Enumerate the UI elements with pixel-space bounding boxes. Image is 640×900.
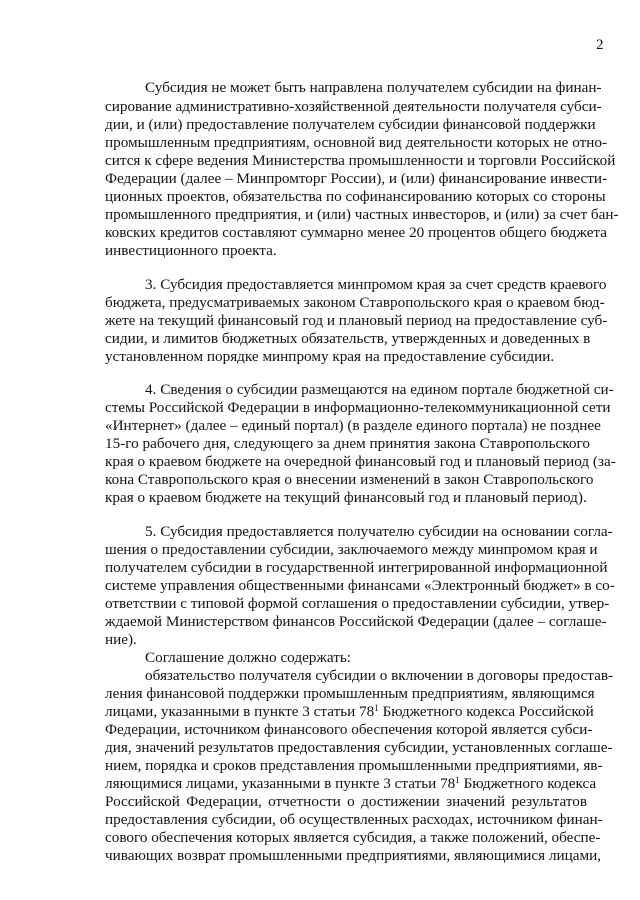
- text-line: предоставления субсидии, об осуществленных расходах, источником финан-: [105, 811, 603, 828]
- text-line: жете на текущий финансовый год и плановый период на предоставление суб-: [105, 312, 608, 329]
- text-line: обязательство получателя субсидии о включении в договоры предостав-: [145, 667, 614, 684]
- text-line: системе управления общественными финансами «Электронный бюджет» в со-: [105, 577, 615, 594]
- text-line: дия, значений результатов предоставления субсидии, установленных соглаше-: [105, 739, 613, 756]
- text-segment: ляющимися лицами, указанными в пункте 3 статьи 78: [105, 775, 456, 792]
- superscript: 1: [455, 775, 460, 785]
- text-line: инвестиционного проекта.: [105, 242, 277, 259]
- text-segment: Бюджетного кодекса Российской: [378, 703, 594, 720]
- page-number: 2: [596, 37, 604, 53]
- text-line: чивающих возврат промышленными предприятиями, являющимися лицами,: [105, 847, 602, 864]
- text-line: 4. Сведения о субсидии размещаются на едином портале бюджетной си-: [145, 381, 614, 398]
- text-line: 3. Субсидия предоставляется минпромом края за счет средств краевого: [145, 276, 607, 293]
- text-line: нием, порядка и сроков представления промышленными предприятиями, яв-: [105, 757, 603, 774]
- text-line: получателем субсидии в государственной интегрированной информационной: [105, 559, 608, 576]
- text-line: края о краевом бюджете на текущий финансовый год и плановый период).: [105, 489, 587, 506]
- text-line: дии, и (или) предоставление получателем субсидии финансовой поддержки: [105, 116, 596, 133]
- text-line: бюджета, предусматриваемых законом Ставропольского края о краевом бюд-: [105, 294, 605, 311]
- text-line: промышленным предприятиям, основной вид деятельности которых не отно-: [105, 134, 608, 151]
- text-line: ковских кредитов составляют суммарно менее 20 процентов общего бюджета: [105, 224, 608, 241]
- text-line: Российской Федерации, отчетности о достижении значений результатов: [105, 793, 587, 810]
- text-line: Федерации (далее – Минпромторг России), и (или) финансирование инвести-: [105, 170, 608, 187]
- text-line: сирование административно-хозяйственной деятельности получателя субси-: [105, 98, 602, 115]
- text-line: ления финансовой поддержки промышленным предприятиям, являющимся: [105, 685, 595, 702]
- text-line: ционных проектов, обязательства по софинансированию которых со стороны: [105, 188, 606, 205]
- text-line: [105, 703, 594, 720]
- text-line: 5. Субсидия предоставляется получателю субсидии на основании согла-: [145, 523, 613, 540]
- text-line: края о краевом бюджете на очередной финансовый год и плановый период (за-: [105, 453, 616, 470]
- text-line: «Интернет» (далее – единый портал) (в разделе единого портала) не позднее: [105, 417, 601, 434]
- text-line: кона Ставропольского края о внесении изменений в закон Ставропольского: [105, 471, 594, 488]
- text-line: Субсидия не может быть направлена получателем субсидии на финан-: [145, 79, 602, 96]
- text-line: сового обеспечения которых является субсидия, а также положений, обеспе-: [105, 829, 601, 846]
- text-line: шения о предоставлении субсидии, заключаемого между минпромом края и: [105, 541, 598, 558]
- text-line: ждаемой Министерством финансов Российской Федерации (далее – соглаше-: [105, 613, 607, 630]
- text-line: установленном порядке минпрому края на предоставление субсидии.: [105, 348, 555, 365]
- text-segment: Бюджетного кодекса: [459, 775, 597, 792]
- text-line: ответствии с типовой формой соглашения о предоставлении субсидии, утвер-: [105, 595, 610, 612]
- text-line: 15-го рабочего дня, следующего за днем принятия закона Ставропольского: [105, 435, 590, 452]
- text-line: сится к сфере ведения Министерства промышленности и торговли Российской: [105, 152, 616, 169]
- text-line: Соглашение должно содержать:: [145, 649, 352, 666]
- text-line: стемы Российской Федерации в информационно-телекоммуникационной сети: [105, 399, 611, 416]
- text-line: Федерации, источником финансового обеспечения которой является субси-: [105, 721, 593, 738]
- text-line: сидии, и лимитов бюджетных обязательств, утвержденных и доведенных в: [105, 330, 591, 347]
- text-line: [105, 775, 597, 792]
- text-line: промышленного предприятия, и (или) частных инвесторов, и (или) за счет бан-: [105, 206, 619, 223]
- text-line: ние).: [105, 631, 137, 648]
- superscript: 1: [374, 703, 379, 713]
- text-segment: лицами, указанными в пункте 3 статьи 78: [105, 703, 375, 720]
